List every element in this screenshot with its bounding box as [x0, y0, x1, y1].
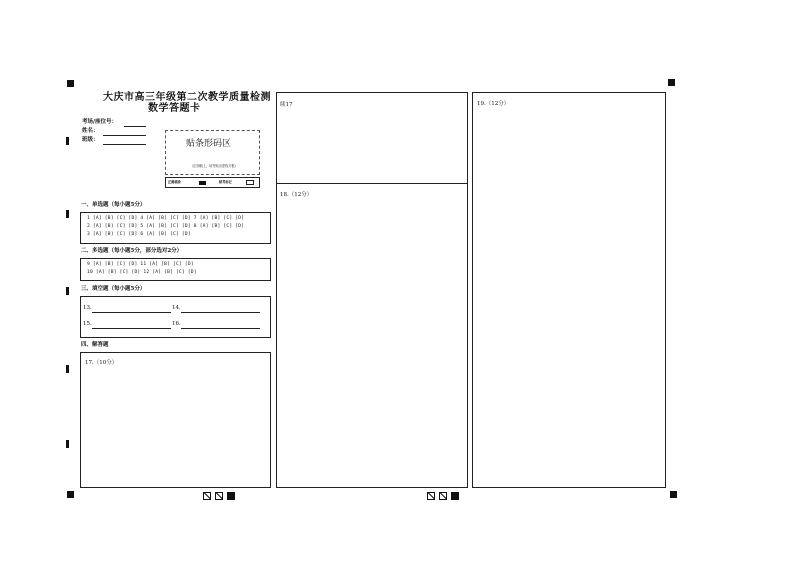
fill-sample-label: 正确填涂: [168, 180, 181, 184]
q13-answer-line[interactable]: [92, 312, 171, 313]
timing-tick: [66, 365, 69, 373]
exam-title: 大庆市高三年级第二次教学质量检测: [103, 92, 271, 103]
q15-label: 15.: [83, 321, 92, 327]
q13-label: 13.: [83, 305, 92, 311]
single-choice-box: [80, 212, 271, 244]
exam-room-label: 考场/座位号：: [82, 119, 118, 125]
page-id-slash-box: [439, 492, 447, 500]
fill-sample-box: [165, 177, 260, 188]
timing-tick: [66, 137, 69, 145]
q16-label: 16.: [172, 321, 181, 327]
q17-cont-answer-area[interactable]: [277, 93, 467, 182]
answer-section-title: 四、解答题: [81, 342, 109, 348]
page-id-filled-box: [227, 492, 235, 500]
q18-answer-area[interactable]: [277, 184, 467, 487]
q18-label: 18.（12分）: [280, 192, 313, 198]
barcode-note: （正面朝上，切勿贴出虚线方框）: [190, 164, 238, 168]
multi-choice-row[interactable]: 9 [A] [B] [C] [D] 11 [A] [B] [C] [D]: [87, 262, 194, 267]
timing-tick: [66, 287, 69, 295]
multi-choice-row[interactable]: 10 [A] [B] [C] [D] 12 [A] [B] [C] [D]: [87, 270, 197, 275]
multi-choice-box: [80, 258, 271, 281]
fill-blank-title: 三、填空题（每小题5分）: [81, 286, 146, 292]
multi-choice-title: 二、多选题（每小题5分，部分选对2分）: [81, 248, 183, 254]
absent-label: 缺考标记: [219, 180, 232, 184]
single-choice-title: 一、单选题（每小题5分）: [81, 202, 146, 208]
page-id-slash-box: [203, 492, 211, 500]
absent-checkbox[interactable]: [246, 180, 254, 185]
single-choice-row[interactable]: 1 [A] [B] [C] [D] 4 [A] [B] [C] [D] 7 [A] [B] [C] [D]: [87, 216, 245, 221]
fill-blank-box: [80, 296, 271, 338]
corner-mark-top-left: [67, 80, 74, 87]
page-id-filled-box: [451, 492, 459, 500]
class-label: 班级：: [82, 137, 99, 143]
name-label: 姓名：: [82, 128, 99, 134]
q17-label: 17.（10分）: [85, 360, 118, 366]
q14-answer-line[interactable]: [181, 312, 260, 313]
q17-answer-box[interactable]: [80, 352, 271, 488]
q19-label: 19.（12分）: [477, 101, 510, 107]
barcode-area[interactable]: [165, 130, 260, 175]
page-id-slash-box: [427, 492, 435, 500]
exam-room-field[interactable]: [124, 126, 146, 127]
q14-label: 14.: [172, 305, 181, 311]
q17-cont-label: 续17: [280, 102, 293, 108]
single-choice-row[interactable]: 3 [A] [B] [C] [D] 6 [A] [B] [C] [D]: [87, 232, 191, 237]
timing-tick: [66, 210, 69, 218]
corner-mark-top-right: [668, 79, 675, 86]
page-id-slash-box: [215, 492, 223, 500]
q19-answer-box[interactable]: [472, 92, 666, 488]
single-choice-row[interactable]: 2 [A] [B] [C] [D] 5 [A] [B] [C] [D] 8 [A] [B] [C] [D]: [87, 224, 245, 229]
class-field[interactable]: [103, 144, 146, 145]
corner-mark-bottom-left: [67, 491, 74, 498]
corner-mark-bottom-right: [670, 491, 677, 498]
timing-tick: [66, 440, 69, 448]
q15-answer-line[interactable]: [92, 328, 171, 329]
barcode-title: 贴条形码区: [186, 139, 232, 149]
fill-sample-mark: [199, 181, 206, 185]
q16-answer-line[interactable]: [181, 328, 260, 329]
name-field[interactable]: [103, 135, 146, 136]
answer-sheet-title: 数学答题卡: [148, 103, 201, 114]
